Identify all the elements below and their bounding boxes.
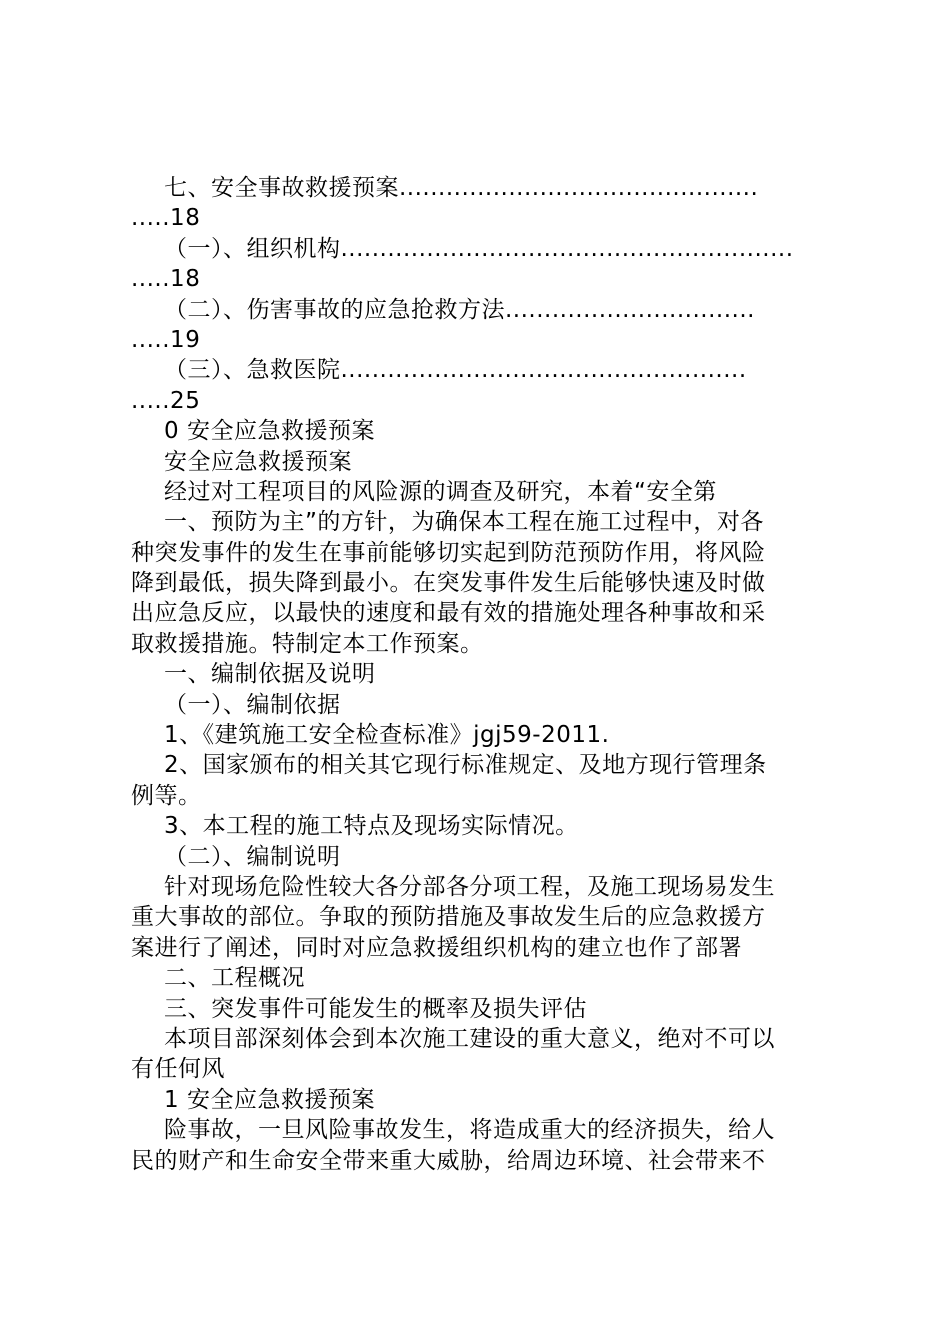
section-heading: 一、编制依据及说明 <box>164 661 376 688</box>
toc-dots: .............................................. <box>399 175 759 201</box>
paragraph-line: 针对现场危险性较大各分部各分项工程，及施工现场易发生 <box>164 873 775 900</box>
toc-dots: .......................................................... <box>340 235 794 262</box>
subsection-heading: （二）、编制说明 <box>164 843 341 870</box>
section-heading: 安全应急救援预案 <box>164 448 352 475</box>
paragraph-line: 本项目部深刻体会到本次施工建设的重大意义，绝对不可以 <box>164 1025 775 1052</box>
paragraph-line: 一、预防为主”的方针，为确保本工程在施工过程中，对各 <box>164 509 764 536</box>
paragraph-line: 经过对工程项目的风险源的调查及研究，本着“安全第 <box>164 478 717 505</box>
toc-page-number: .....18 <box>131 266 201 293</box>
paragraph-line: 险事故，一旦风险事故发生，将造成重大的经济损失，给人 <box>164 1117 775 1144</box>
toc-entry[interactable] <box>131 234 831 264</box>
toc-dots: ................................ <box>505 296 755 323</box>
list-item: 1、《建筑施工安全检查标准》jgj59-2011. <box>164 722 610 749</box>
toc-title: （二）、伤害事故的应急抢救方法 <box>164 296 505 323</box>
list-item-continuation: 例等。 <box>131 782 202 809</box>
toc-page-number: .....25 <box>131 387 201 414</box>
list-item: 2、国家颁布的相关其它现行标准规定、及地方现行管理条 <box>164 752 767 779</box>
toc-entry[interactable] <box>131 355 831 385</box>
page-header-text: 1 安全应急救援预案 <box>164 1086 375 1113</box>
section-heading: 三、突发事件可能发生的概率及损失评估 <box>164 995 587 1022</box>
toc-title: 七、安全事故救援预案 <box>164 175 399 201</box>
paragraph-line: 案进行了阐述，同时对应急救援组织机构的建立也作了部署 <box>131 934 742 961</box>
list-item: 3、本工程的施工特点及现场实际情况。 <box>164 813 579 840</box>
toc-page-number: .....18 <box>131 205 201 232</box>
toc-dots: .................................................... <box>340 357 747 384</box>
paragraph-line: 取救援措施。特制定本工作预案。 <box>131 630 484 657</box>
toc-title: （三）、急救医院 <box>164 357 341 384</box>
section-heading: 0 安全应急救援预案 <box>164 418 375 445</box>
subsection-heading: （一）、编制依据 <box>164 691 341 718</box>
toc-entry[interactable] <box>131 295 831 325</box>
toc-title: （一）、组织机构 <box>164 235 341 262</box>
paragraph-line: 民的财产和生命安全带来重大威胁，给周边环境、社会带来不 <box>131 1147 766 1174</box>
paragraph-line: 有任何风 <box>131 1056 225 1083</box>
paragraph-line: 降到最低，损失降到最小。在突发事件发生后能够快速及时做 <box>131 570 766 597</box>
paragraph-line: 出应急反应，以最快的速度和最有效的措施处理各种事故和采 <box>131 600 766 627</box>
section-heading: 二、工程概况 <box>164 965 305 992</box>
toc-entry[interactable] <box>131 173 831 203</box>
document-content <box>131 173 831 1176</box>
paragraph-line: 种突发事件的发生在事前能够切实起到防范预防作用，将风险 <box>131 539 766 566</box>
toc-page-number: .....19 <box>131 326 201 353</box>
paragraph-line: 重大事故的部位。争取的预防措施及事故发生后的应急救援方 <box>131 904 766 931</box>
